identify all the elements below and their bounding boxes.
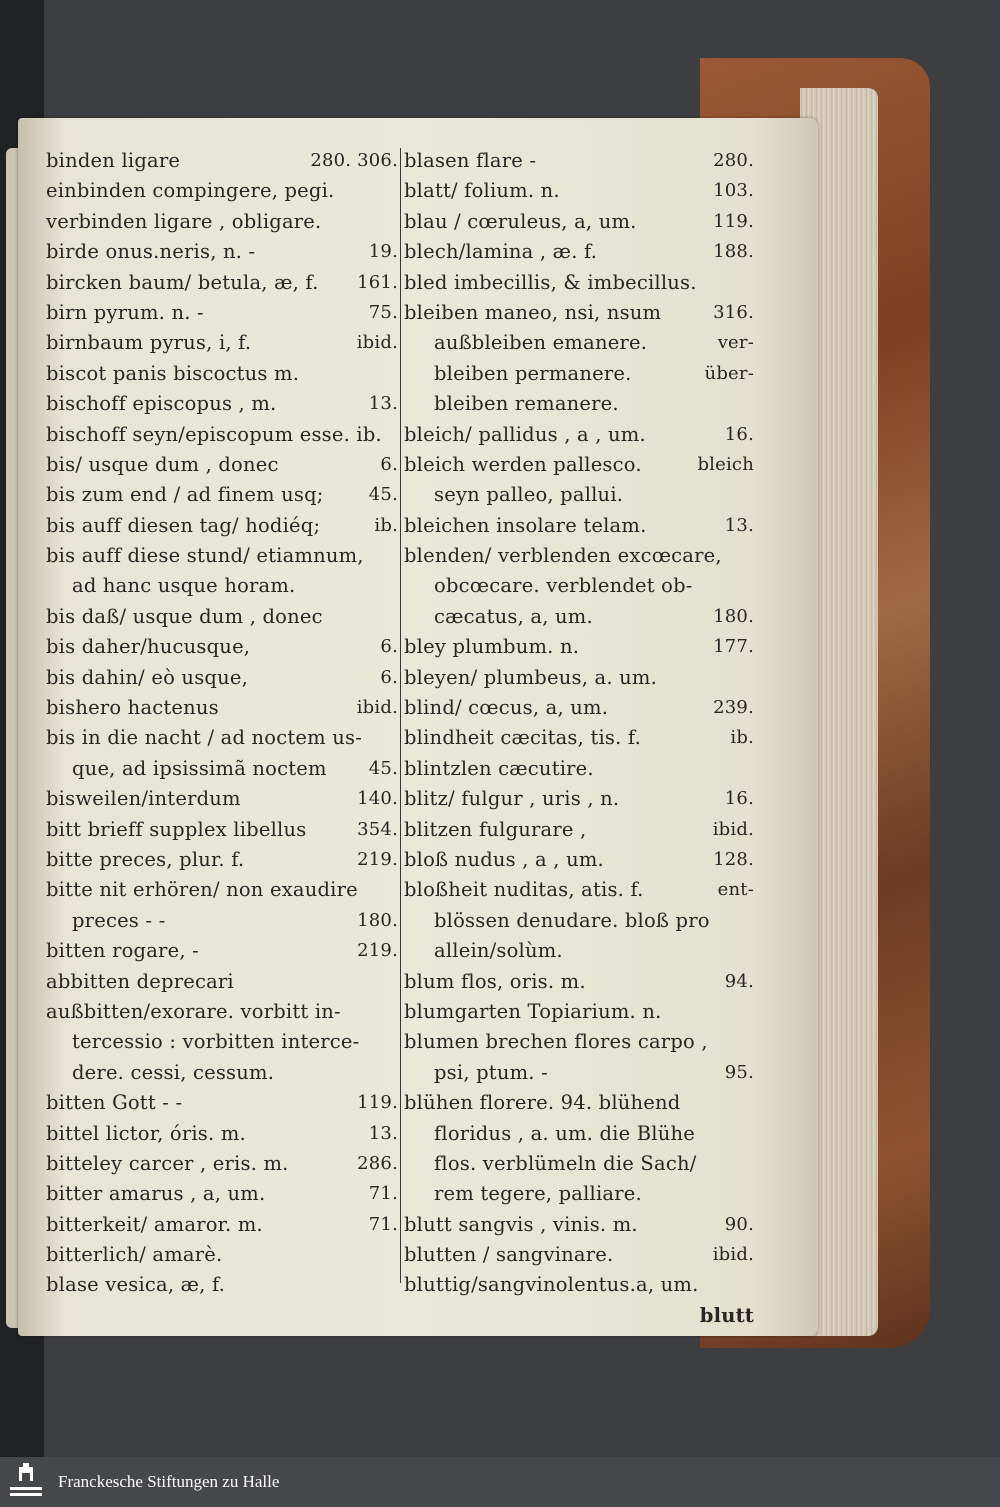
page-reference: 6.: [380, 453, 398, 475]
entry-text: blau / cœruleus, a, um.: [404, 209, 637, 233]
entry-text: bloßheit nuditas, atis. f.: [404, 878, 644, 902]
entry-line: [46, 571, 398, 601]
page-reference: ibid.: [356, 332, 398, 354]
entry-text: blutt sangvis , vinis. m.: [404, 1212, 638, 1236]
catchword: blutt: [699, 1303, 754, 1327]
entry-line: [404, 1240, 754, 1270]
entry-line: [404, 1270, 754, 1300]
entry-text: cæcatus, a, um.: [434, 604, 593, 628]
entry-text: blech/lamina , æ. f.: [404, 240, 598, 264]
entry-text: blindheit cæcitas, tis. f.: [404, 726, 642, 750]
entry-text: birnbaum pyrus, i, f.: [46, 331, 252, 355]
entry-line: [46, 176, 398, 206]
entry-line: [46, 146, 398, 176]
page-reference: 94.: [724, 970, 754, 992]
page-reference: ibid.: [712, 818, 754, 840]
entry-text: bis zum end / ad finem usq;: [46, 483, 324, 507]
page-reference: 316.: [713, 301, 754, 323]
entry-text: seyn palleo, pallui.: [434, 483, 624, 507]
page-reference: ver-: [717, 332, 754, 354]
page-reference: 280. 306.: [310, 150, 398, 171]
entry-text: blumgarten Topiarium. n.: [404, 999, 662, 1023]
entry-text: ad hanc usque horam.: [72, 574, 296, 598]
entry-text: bis dahin/ eò usque,: [46, 665, 248, 689]
entry-text: blind/ cœcus, a, um.: [404, 696, 609, 720]
entry-text: blühen florere. 94. blühend: [404, 1091, 681, 1115]
entry-text: bischoff episcopus , m.: [46, 392, 277, 416]
entry-text: blutten / sangvinare.: [404, 1243, 614, 1267]
entry-text: bis in die nacht / ad noctem us-: [46, 726, 362, 750]
entry-line: [404, 754, 754, 784]
page-reference: 19.: [368, 241, 398, 263]
page-reference: 286.: [357, 1152, 398, 1174]
entry-line: [404, 237, 754, 267]
entry-text: bis daß/ usque dum , donec: [46, 604, 323, 628]
entry-text: binden ligare: [46, 149, 181, 172]
entry-line: [404, 571, 754, 601]
right-column: [404, 146, 754, 1331]
entry-line: [46, 754, 398, 784]
entry-text: bitteley carcer , eris. m.: [46, 1151, 289, 1175]
entry-line: [404, 663, 754, 693]
entry-text: bleiben maneo, nsi, nsum: [404, 300, 662, 324]
entry-text: bittel lictor, óris. m.: [46, 1121, 246, 1145]
entry-line: [46, 723, 398, 753]
page-reference: 140.: [357, 788, 398, 810]
entry-line: [404, 875, 754, 905]
entry-line: [46, 359, 398, 389]
entry-line: [404, 693, 754, 723]
entry-text: bloß nudus , a , um.: [404, 847, 604, 871]
entry-text: bitter amarus , a, um.: [46, 1182, 266, 1206]
page-reference: über-: [704, 362, 754, 384]
page-reference: 16.: [724, 788, 754, 810]
entry-line: [46, 389, 398, 419]
entry-text: preces - -: [72, 908, 166, 932]
entry-text: außbleiben emanere.: [434, 331, 648, 355]
entry-line: [404, 632, 754, 662]
entry-line: [404, 420, 754, 450]
entry-line: [46, 298, 398, 328]
entry-line: [404, 815, 754, 845]
entry-text: blum flos, oris. m.: [404, 969, 586, 993]
page-reference: 119.: [357, 1092, 398, 1114]
entry-line: [46, 936, 398, 966]
entry-line: [404, 845, 754, 875]
entry-line: [46, 1210, 398, 1240]
entry-text: bisweilen/interdum: [46, 787, 241, 811]
page-reference: ib.: [730, 727, 754, 749]
entry-line: [404, 541, 754, 571]
entry-text: biscot panis biscoctus m.: [46, 361, 300, 385]
entry-line: [46, 268, 398, 298]
entry-line: [46, 997, 398, 1027]
entry-line: [404, 1119, 754, 1149]
entry-text: bleyen/ plumbeus, a. um.: [404, 665, 657, 689]
entry-line: [404, 1058, 754, 1088]
page-reference: 188.: [713, 241, 754, 263]
entry-line: [404, 723, 754, 753]
entry-line: [46, 1149, 398, 1179]
entry-line: [46, 875, 398, 905]
entry-line: [404, 480, 754, 510]
entry-text: blenden/ verblenden excœcare,: [404, 544, 722, 568]
page-reference: 71.: [368, 1213, 398, 1235]
entry-text: dere. cessi, cessum.: [72, 1060, 275, 1084]
entry-text: außbitten/exorare. vorbitt in-: [46, 999, 341, 1023]
entry-text: bluttig/sangvinolentus.a, um.: [404, 1273, 699, 1297]
entry-line: [404, 511, 754, 541]
entry-text: floridus , a. um. die Blühe: [434, 1121, 695, 1145]
entry-text: rem tegere, palliare.: [434, 1182, 642, 1206]
entry-line: [46, 693, 398, 723]
entry-line: [46, 1270, 398, 1300]
page-reference: 354.: [357, 818, 398, 840]
entry-line: [46, 1088, 398, 1118]
entry-line: [404, 268, 754, 298]
entry-text: bleiben permanere.: [434, 361, 632, 385]
entry-line: [46, 845, 398, 875]
entry-line: [46, 450, 398, 480]
entry-line: [46, 602, 398, 632]
entry-line: [46, 1119, 398, 1149]
entry-text: birn pyrum. n. -: [46, 300, 204, 324]
entry-line: [404, 328, 754, 358]
entry-line: [46, 480, 398, 510]
entry-line: [46, 967, 398, 997]
entry-text: flos. verblümeln die Sach/: [434, 1151, 697, 1175]
entry-text: blumen brechen flores carpo ,: [404, 1030, 708, 1054]
entry-text: bis auff diesen tag/ hodiéq;: [46, 513, 321, 537]
page-reference: 180.: [357, 909, 398, 931]
entry-text: bis/ usque dum , donec: [46, 452, 279, 476]
entry-text: tercessio : vorbitten interce-: [72, 1030, 360, 1054]
entry-line: [46, 511, 398, 541]
entry-text: blitz/ fulgur , uris , n.: [404, 787, 620, 811]
entry-line: [46, 906, 398, 936]
page-reference: 219.: [357, 940, 398, 962]
page-reference: 239.: [713, 697, 754, 719]
institution-logo-icon[interactable]: [8, 1463, 44, 1501]
entry-text: einbinden compingere, pegi.: [46, 179, 335, 203]
page-reference: ibid.: [356, 697, 398, 719]
entry-line: [46, 1240, 398, 1270]
entry-line: [46, 784, 398, 814]
page-reference: 16.: [724, 423, 754, 445]
entry-line: [404, 1088, 754, 1118]
entry-text: bischoff seyn/episcopum esse. ib.: [46, 422, 382, 446]
page-reference: 13.: [368, 1122, 398, 1144]
column-rule: [400, 148, 401, 1283]
page-reference: 45.: [368, 484, 398, 506]
entry-text: bitt brieff supplex libellus: [46, 817, 307, 841]
entry-text: bley plumbum. n.: [404, 635, 580, 659]
entry-text: bleich/ pallidus , a , um.: [404, 422, 646, 446]
entry-line: [46, 541, 398, 571]
page-reference: 177.: [713, 636, 754, 658]
entry-line: [46, 632, 398, 662]
entry-line: [404, 176, 754, 206]
page-reference: 6.: [380, 636, 398, 658]
entry-text: bitte nit erhören/ non exaudire: [46, 878, 358, 902]
institution-link[interactable]: Franckesche Stiftungen zu Halle: [58, 1472, 280, 1491]
entry-line: [404, 450, 754, 480]
entry-line: [46, 420, 398, 450]
entry-line: [46, 663, 398, 693]
page-reference: bleich: [697, 453, 754, 475]
entry-text: bitten Gott - -: [46, 1091, 183, 1115]
page-reference: 161.: [357, 271, 398, 293]
page-reference: 128.: [713, 848, 754, 870]
entry-line: [46, 237, 398, 267]
entry-line: [404, 389, 754, 419]
page-reference: 45.: [368, 757, 398, 779]
entry-line: [404, 906, 754, 936]
entry-line: [46, 1058, 398, 1088]
entry-line: [404, 1027, 754, 1057]
entry-text: blitzen fulgurare ,: [404, 817, 587, 841]
entry-line: [404, 1210, 754, 1240]
entry-line: [46, 1179, 398, 1209]
entry-text: bleich werden pallesco.: [404, 452, 642, 476]
entry-line: [404, 146, 754, 176]
entry-line: [46, 328, 398, 358]
page-reference: 95.: [724, 1061, 754, 1083]
entry-line: [46, 815, 398, 845]
page-reference: 13.: [368, 393, 398, 415]
entry-line: [404, 1149, 754, 1179]
page-reference: 180.: [713, 605, 754, 627]
entry-text: bleiben remanere.: [434, 392, 619, 416]
entry-line: [404, 298, 754, 328]
entry-line: [404, 967, 754, 997]
entry-text: obcœcare. verblendet ob-: [434, 574, 693, 598]
entry-line: [404, 207, 754, 237]
entry-text: blasen flare -: [404, 149, 537, 172]
left-column: [46, 146, 398, 1301]
page-reference: 90.: [724, 1213, 754, 1235]
entry-text: bitte preces, plur. f.: [46, 847, 245, 871]
entry-text: que, ad ipsissimã noctem: [72, 756, 327, 780]
entry-text: bis daher/hucusque,: [46, 635, 251, 659]
page-reference: 280.: [713, 150, 754, 171]
entry-line: [404, 359, 754, 389]
page-reference: 6.: [380, 666, 398, 688]
page-reference: ib.: [374, 514, 398, 536]
page-reference: 75.: [368, 301, 398, 323]
entry-line: [404, 602, 754, 632]
entry-text: bitterkeit/ amaror. m.: [46, 1212, 263, 1236]
page-reference: 13.: [724, 514, 754, 536]
entry-text: bitten rogare, -: [46, 939, 199, 963]
entry-line: [404, 784, 754, 814]
entry-line: [404, 936, 754, 966]
page-reference: 119.: [713, 210, 754, 232]
entry-line: [404, 1179, 754, 1209]
entry-text: blössen denudare. bloß pro: [434, 908, 710, 932]
entry-text: bled imbecillis, & imbecillus.: [404, 270, 697, 294]
page-reference: 71.: [368, 1183, 398, 1205]
page-reference: 103.: [713, 180, 754, 202]
entry-line: [404, 997, 754, 1027]
entry-text: allein/solùm.: [434, 939, 563, 963]
entry-text: bishero hactenus: [46, 696, 219, 720]
page-reference: ibid.: [712, 1244, 754, 1266]
entry-text: psi, ptum. -: [434, 1060, 548, 1084]
entry-text: abbitten deprecari: [46, 969, 234, 993]
entry-line: [46, 207, 398, 237]
page-reference: ent-: [717, 879, 754, 901]
entry-text: blintzlen cæcutire.: [404, 756, 594, 780]
entry-text: blase vesica, æ, f.: [46, 1273, 226, 1297]
footer-bar: [0, 1457, 1000, 1507]
entry-text: bircken baum/ betula, æ, f.: [46, 270, 319, 294]
entry-text: bitterlich/ amarè.: [46, 1243, 223, 1267]
entry-text: verbinden ligare , obligare.: [46, 209, 322, 233]
entry-text: bleichen insolare telam.: [404, 513, 647, 537]
page-reference: 219.: [357, 848, 398, 870]
entry-text: birde onus.neris, n. -: [46, 240, 256, 264]
entry-text: bis auff diese stund/ etiamnum,: [46, 544, 364, 568]
entry-text: blatt/ folium. n.: [404, 179, 560, 203]
entry-line: [46, 1027, 398, 1057]
